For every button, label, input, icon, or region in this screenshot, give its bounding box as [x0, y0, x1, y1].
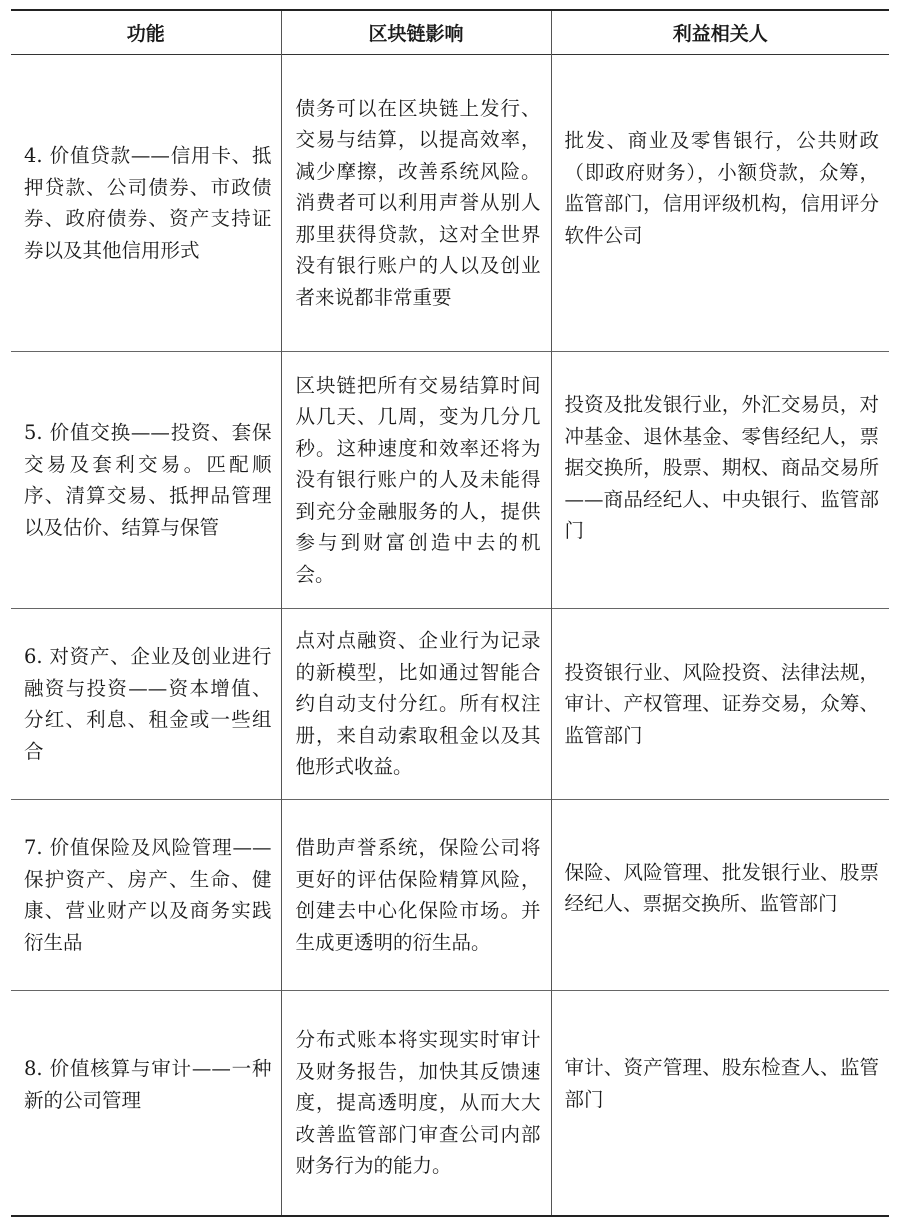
cell-impact: 点对点融资、企业行为记录的新模型，比如通过智能合约自动支付分红。所有权注册，来自动索取租金以及其他形式收益。	[281, 609, 551, 800]
header-row	[11, 10, 889, 55]
cell-stakeholders: 批发、商业及零售银行，公共财政（即政府财务），小额贷款，众筹，监管部门，信用评级机构，信用评分软件公司	[551, 55, 889, 352]
table-header	[11, 10, 889, 55]
table-row	[11, 609, 889, 800]
cell-stakeholders: 投资银行业、风险投资、法律法规，审计、产权管理、证券交易，众筹、监管部门	[551, 609, 889, 800]
header-blockchain-impact: 区块链影响	[281, 10, 551, 55]
cell-function: 8. 价值核算与审计——一种新的公司管理	[24, 1057, 272, 1112]
table-body	[11, 55, 889, 1216]
table-row	[11, 352, 889, 609]
cell-stakeholders: 保险、风险管理、批发银行业、股票经纪人、票据交换所、监管部门	[551, 800, 889, 991]
cell-function: 5. 价值交换——投资、套保交易及套利交易。匹配顺序、清算交易、抵押品管理以及估价、结算与保管	[24, 421, 272, 539]
cell-impact: 分布式账本将实现实时审计及财务报告，加快其反馈速度，提高透明度，从而大大改善监管部门审查公司内部财务行为的能力。	[281, 991, 551, 1216]
cell-impact: 借助声誉系统，保险公司将更好的评估保险精算风险，创建去中心化保险市场。并生成更透明的衍生品。	[281, 800, 551, 991]
header-stakeholders: 利益相关人	[551, 10, 889, 55]
table-row	[11, 800, 889, 991]
blockchain-finance-table-container	[11, 9, 889, 1217]
cell-function: 6. 对资产、企业及创业进行融资与投资——资本增值、分红、利息、租金或一些组合	[24, 645, 272, 763]
table-row	[11, 991, 889, 1216]
cell-function: 4. 价值贷款——信用卡、抵押贷款、公司债券、市政债券、政府债券、资产支持证券以及其他信用形式	[24, 144, 272, 262]
header-function: 功能	[126, 23, 165, 45]
table-row	[11, 55, 889, 352]
cell-function: 7. 价值保险及风险管理——保护资产、房产、生命、健康、营业财产以及商务实践衍生品	[24, 836, 272, 954]
cell-impact: 债务可以在区块链上发行、交易与结算，以提高效率，减少摩擦，改善系统风险。消费者可以利用声誉从别人那里获得贷款，这对全世界没有银行账户的人以及创业者来说都非常重要	[281, 55, 551, 352]
cell-impact: 区块链把所有交易结算时间从几天、几周，变为几分几秒。这种速度和效率还将为没有银行账户的人及未能得到充分金融服务的人，提供参与到财富创造中去的机会。	[281, 352, 551, 609]
cell-stakeholders: 审计、资产管理、股东检查人、监管部门	[551, 991, 889, 1216]
cell-stakeholders: 投资及批发银行业，外汇交易员，对冲基金、退休基金、零售经纪人，票据交换所，股票、期权、商品交易所——商品经纪人、中央银行、监管部门	[551, 352, 889, 609]
blockchain-finance-table	[11, 9, 889, 1217]
